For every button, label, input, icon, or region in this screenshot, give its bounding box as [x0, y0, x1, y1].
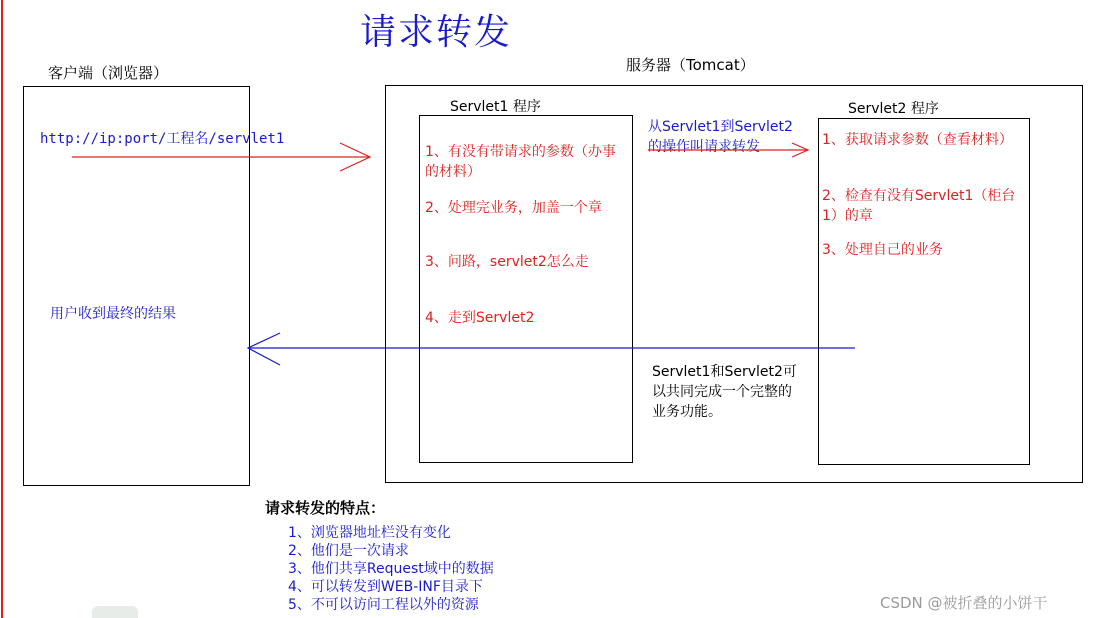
server-label: 服务器（Tomcat） [626, 56, 755, 74]
servlet2-step-3: 3、处理自己的业务 [822, 242, 943, 258]
servlet1-step-1: 1、有没有带请求的参数（办事的材料） [425, 144, 616, 180]
features-title: 请求转发的特点： [265, 499, 386, 517]
servlet2-box [818, 118, 1030, 465]
feature-item-4: 4、可以转发到WEB-INF目录下 [288, 579, 483, 595]
together-note: Servlet1和Servlet2可以共同完成一个完整的业务功能。 [652, 364, 797, 420]
feature-item-2: 2、他们是一次请求 [288, 543, 409, 559]
servlet2-step-1: 1、获取请求参数（查看材料） [822, 132, 1013, 148]
client-url: http://ip:port/工程名/servlet1 [40, 131, 285, 147]
diagram-title: 请求转发 [360, 12, 513, 53]
feature-item-1: 1、浏览器地址栏没有变化 [288, 525, 451, 541]
partial-avatar-icon [92, 606, 138, 618]
client-label: 客户端（浏览器） [48, 64, 169, 82]
servlet1-step-4: 4、走到Servlet2 [425, 310, 535, 326]
forward-note: 从Servlet1到Servlet2的操作叫请求转发 [648, 119, 793, 155]
left-border-line [1, 0, 3, 618]
servlet1-step-2: 2、处理完业务，加盖一个章 [425, 200, 602, 216]
servlet1-label: Servlet1 程序 [450, 99, 541, 115]
feature-item-5: 5、不可以访问工程以外的资源 [288, 597, 479, 613]
servlet1-step-3: 3、问路，servlet2怎么走 [425, 254, 589, 270]
watermark: CSDN @被折叠的小饼干 [880, 594, 1048, 612]
servlet2-step-2: 2、检查有没有Servlet1（柜台1）的章 [822, 188, 1016, 224]
feature-item-3: 3、他们共享Request域中的数据 [288, 561, 494, 577]
servlet2-label: Servlet2 程序 [848, 101, 939, 117]
client-result: 用户收到最终的结果 [50, 306, 176, 322]
